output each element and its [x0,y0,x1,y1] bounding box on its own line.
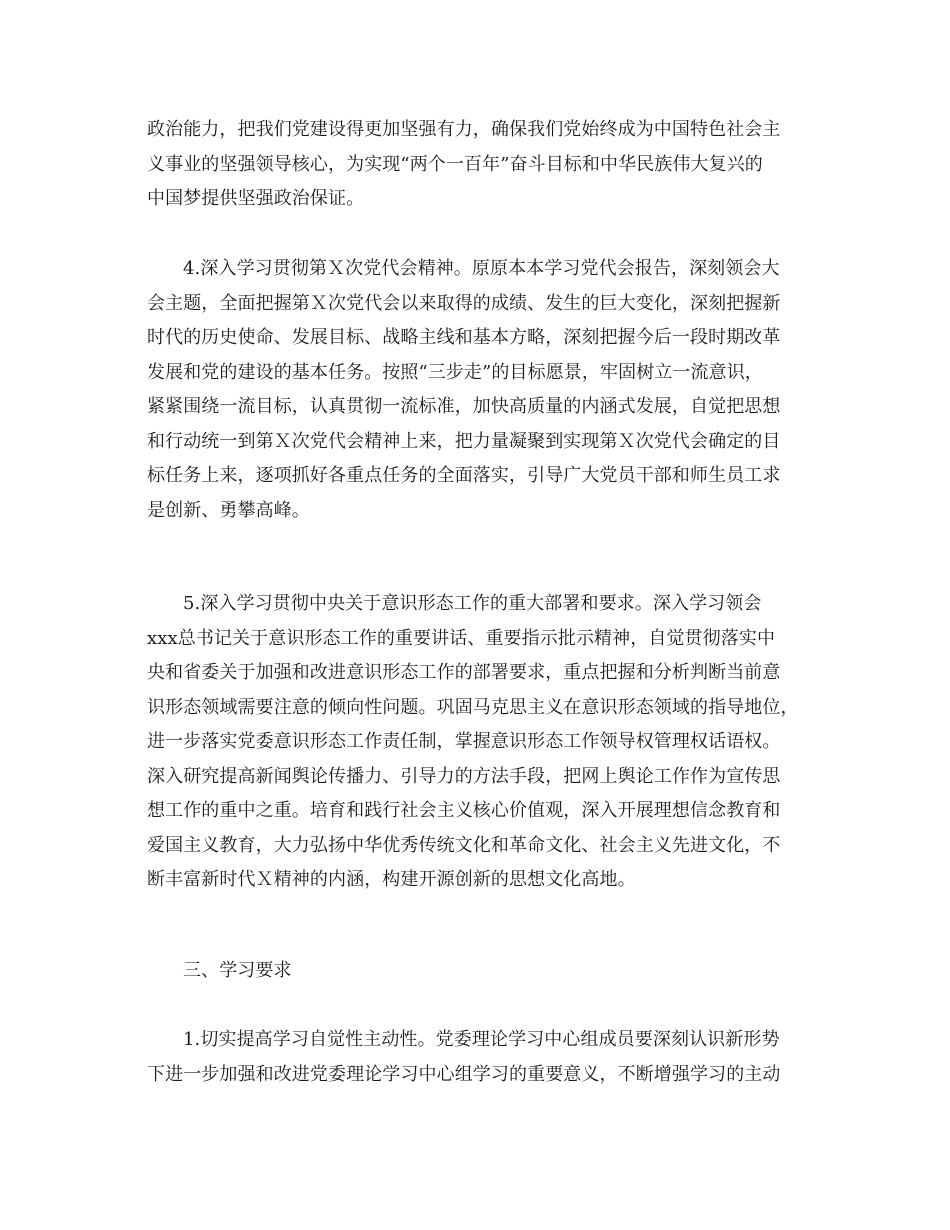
text-line: 义事业的坚强领导核心，为实现“两个一百年”奋斗目标和中华民族伟大复兴的 [147,153,763,175]
text-line: 政治能力，把我们党建设得更加坚强有力，确保我们党始终成为中国特色社会主 [147,119,781,140]
text-line: 标任务上来，逐项抓好各重点任务的全面落实，引导广大党员干部和师生员工求 [147,465,781,486]
section-heading: 三、学习要求 [183,960,292,981]
text-line: 下进一步加强和改进党委理论学习中心组学习的重要意义，不断增强学习的主动 [147,1063,781,1085]
text-line: 深入研究提高新闻舆论传播力、引导力的方法手段，把网上舆论工作作为宣传思 [147,765,781,787]
text-line: 央和省委关于加强和改进意识形态工作的部署要求，重点把握和分析判断当前意 [147,662,781,683]
paragraph-continuation [147,113,807,217]
text-line: 中国梦提供坚强政治保证。 [147,188,365,209]
text-line: 想工作的重中之重。培育和践行社会主义核心价值观，深入开展理想信念教育和 [147,800,781,821]
text-line: 和行动统一到第Ｘ次党代会精神上来，把力量凝聚到实现第Ｘ次党代会确定的目 [147,430,781,452]
text-line: 识形态领域需要注意的倾向性问题。巩固马克思主义在意识形态领域的指导地位， [147,696,799,718]
text-line: 是创新、勇攀高峰。 [147,499,310,521]
text-line: 爱国主义教育，大力弘扬中华优秀传统文化和革命文化、社会主义先进文化，不 [147,834,781,856]
text-line: 会主题，全面把握第Ｘ次党代会以来取得的成绩、发生的巨大变化，深刻把握新 [147,292,781,314]
paragraph-item-5 [147,587,807,898]
text-line: 发展和党的建设的基本任务。按照“三步走”的目标愿景，牢固树立一流意识， [147,361,763,383]
text-line: 时代的历史使命、发展目标、战略主线和基本方略，深刻把握今后一段时期改革 [147,327,781,348]
paragraph-requirement-1 [147,1023,807,1092]
text-line: 断丰富新时代Ｘ精神的内涵，构建开源创新的思想文化高地。 [147,869,636,890]
text-line: 5.深入学习贯彻中央关于意识形态工作的重大部署和要求。深入学习领会 [183,593,762,614]
text-line: 4.深入学习贯彻第Ｘ次党代会精神。原原本本学习党代会报告，深刻领会大 [183,258,780,279]
section-heading-requirements [147,954,807,989]
text-line: 1.切实提高学习自觉性主动性。党委理论学习中心组成员要深刻认识新形势 [183,1029,780,1050]
text-line: 进一步落实党委意识形态工作责任制，掌握意识形态工作领导权管理权话语权。 [147,731,781,752]
text-line: xxx总书记关于意识形态工作的重要讲话、重要指示批示精神，自觉贯彻落实中 [147,627,776,649]
text-line: 紧紧围绕一流目标，认真贯彻一流标准，加快高质量的内涵式发展，自觉把思想 [147,396,781,417]
paragraph-item-4 [147,252,807,528]
